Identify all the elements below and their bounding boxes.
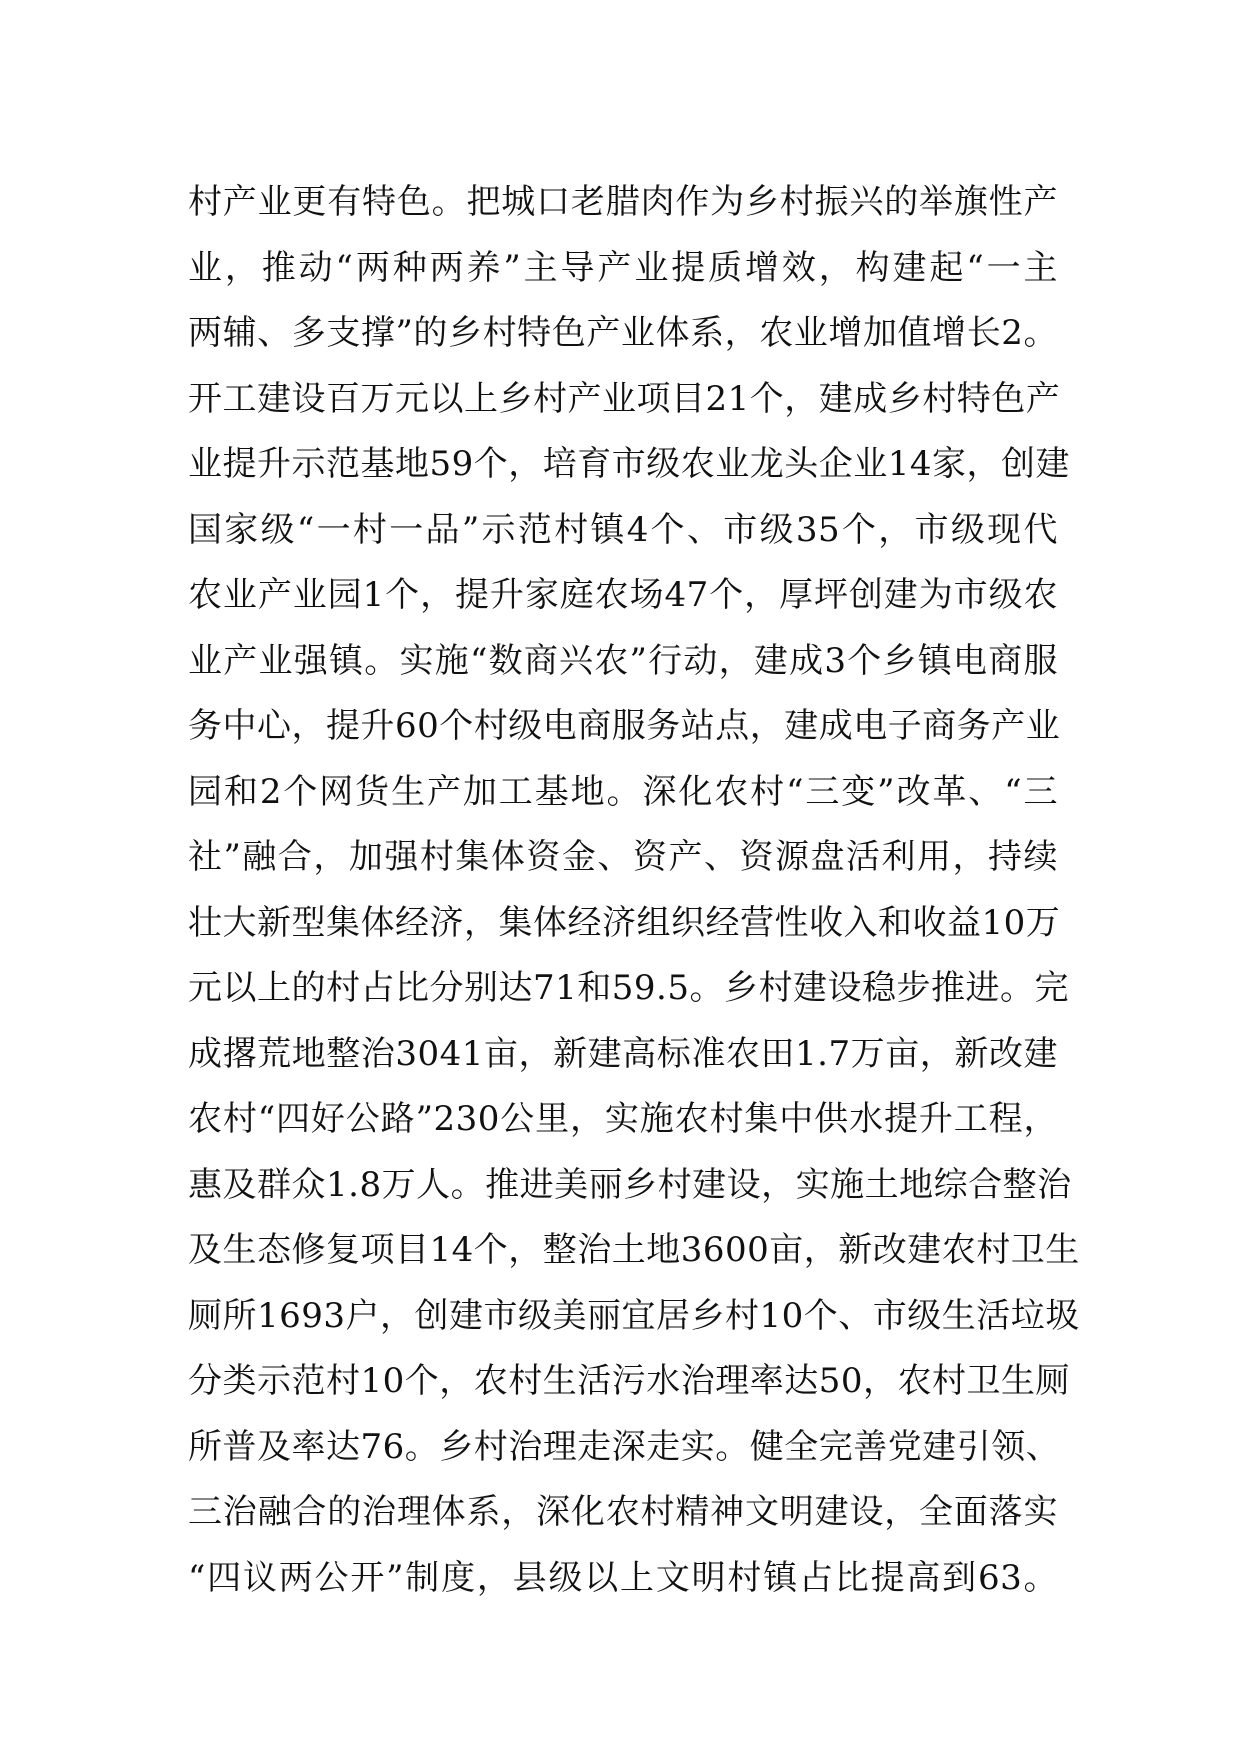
text-line: 所普及率达76。乡村治理走深走实。健全完善党建引领、: [188, 1426, 1061, 1467]
text-line: 元以上的村占比分别达71和59.5。乡村建设稳步推进。完: [188, 968, 1069, 1008]
text-line: 壮大新型集体经济，集体经济组织经营性收入和收益10万: [188, 902, 1061, 943]
text-line: 农业产业园1个，提升家庭农场47个，厚坪创建为市级农: [188, 575, 1058, 615]
text-line: 村产业更有特色。把城口老腊肉作为乡村振兴的举旗性产: [188, 182, 1058, 222]
text-line: 厕所1693户，创建市级美丽宜居乡村10个、市级生活垃圾: [188, 1295, 1080, 1336]
text-line: 惠及群众1.8万人。推进美丽乡村建设，实施土地综合整治: [188, 1164, 1072, 1205]
text-line: 务中心，提升60个村级电商服务站点，建成电子商务产业: [188, 706, 1061, 746]
text-line: 业，推动“两种两养”主导产业提质增效，构建起“一主: [188, 247, 1058, 288]
text-line: “四议两公开”制度，县级以上文明村镇占比提高到63。: [188, 1557, 1058, 1598]
text-line: 三治融合的治理体系，深化农村精神文明建设，全面落实: [188, 1492, 1058, 1532]
text-line: 开工建设百万元以上乡村产业项目21个，建成乡村特色产: [188, 378, 1061, 419]
text-line: 两辅、多支撑”的乡村特色产业体系，农业增加值增长2。: [188, 313, 1058, 353]
text-line: 及生态修复项目14个，整治土地3600亩，新改建农村卫生: [188, 1230, 1080, 1270]
text-line: 社”融合，加强村集体资金、资产、资源盘活利用，持续: [188, 837, 1058, 877]
text-line: 分类示范村10个，农村生活污水治理率达50，农村卫生厕: [188, 1361, 1071, 1401]
body-text: [188, 170, 1080, 1611]
text-line: 园和2个网货生产加工基地。深化农村“三变”改革、“三: [188, 771, 1058, 812]
text-line: 业产业强镇。实施“数商兴农”行动，建成3个乡镇电商服: [188, 640, 1058, 681]
text-line: 成撂荒地整治3041亩，新建高标准农田1.7万亩，新改建: [188, 1033, 1058, 1074]
text-line: 业提升示范基地59个，培育市级农业龙头企业14家，创建: [188, 444, 1071, 484]
text-line: 农村“四好公路”230公里，实施农村集中供水提升工程，: [188, 1099, 1058, 1139]
text-line: 国家级“一村一品”示范村镇4个、市级35个，市级现代: [188, 509, 1058, 550]
